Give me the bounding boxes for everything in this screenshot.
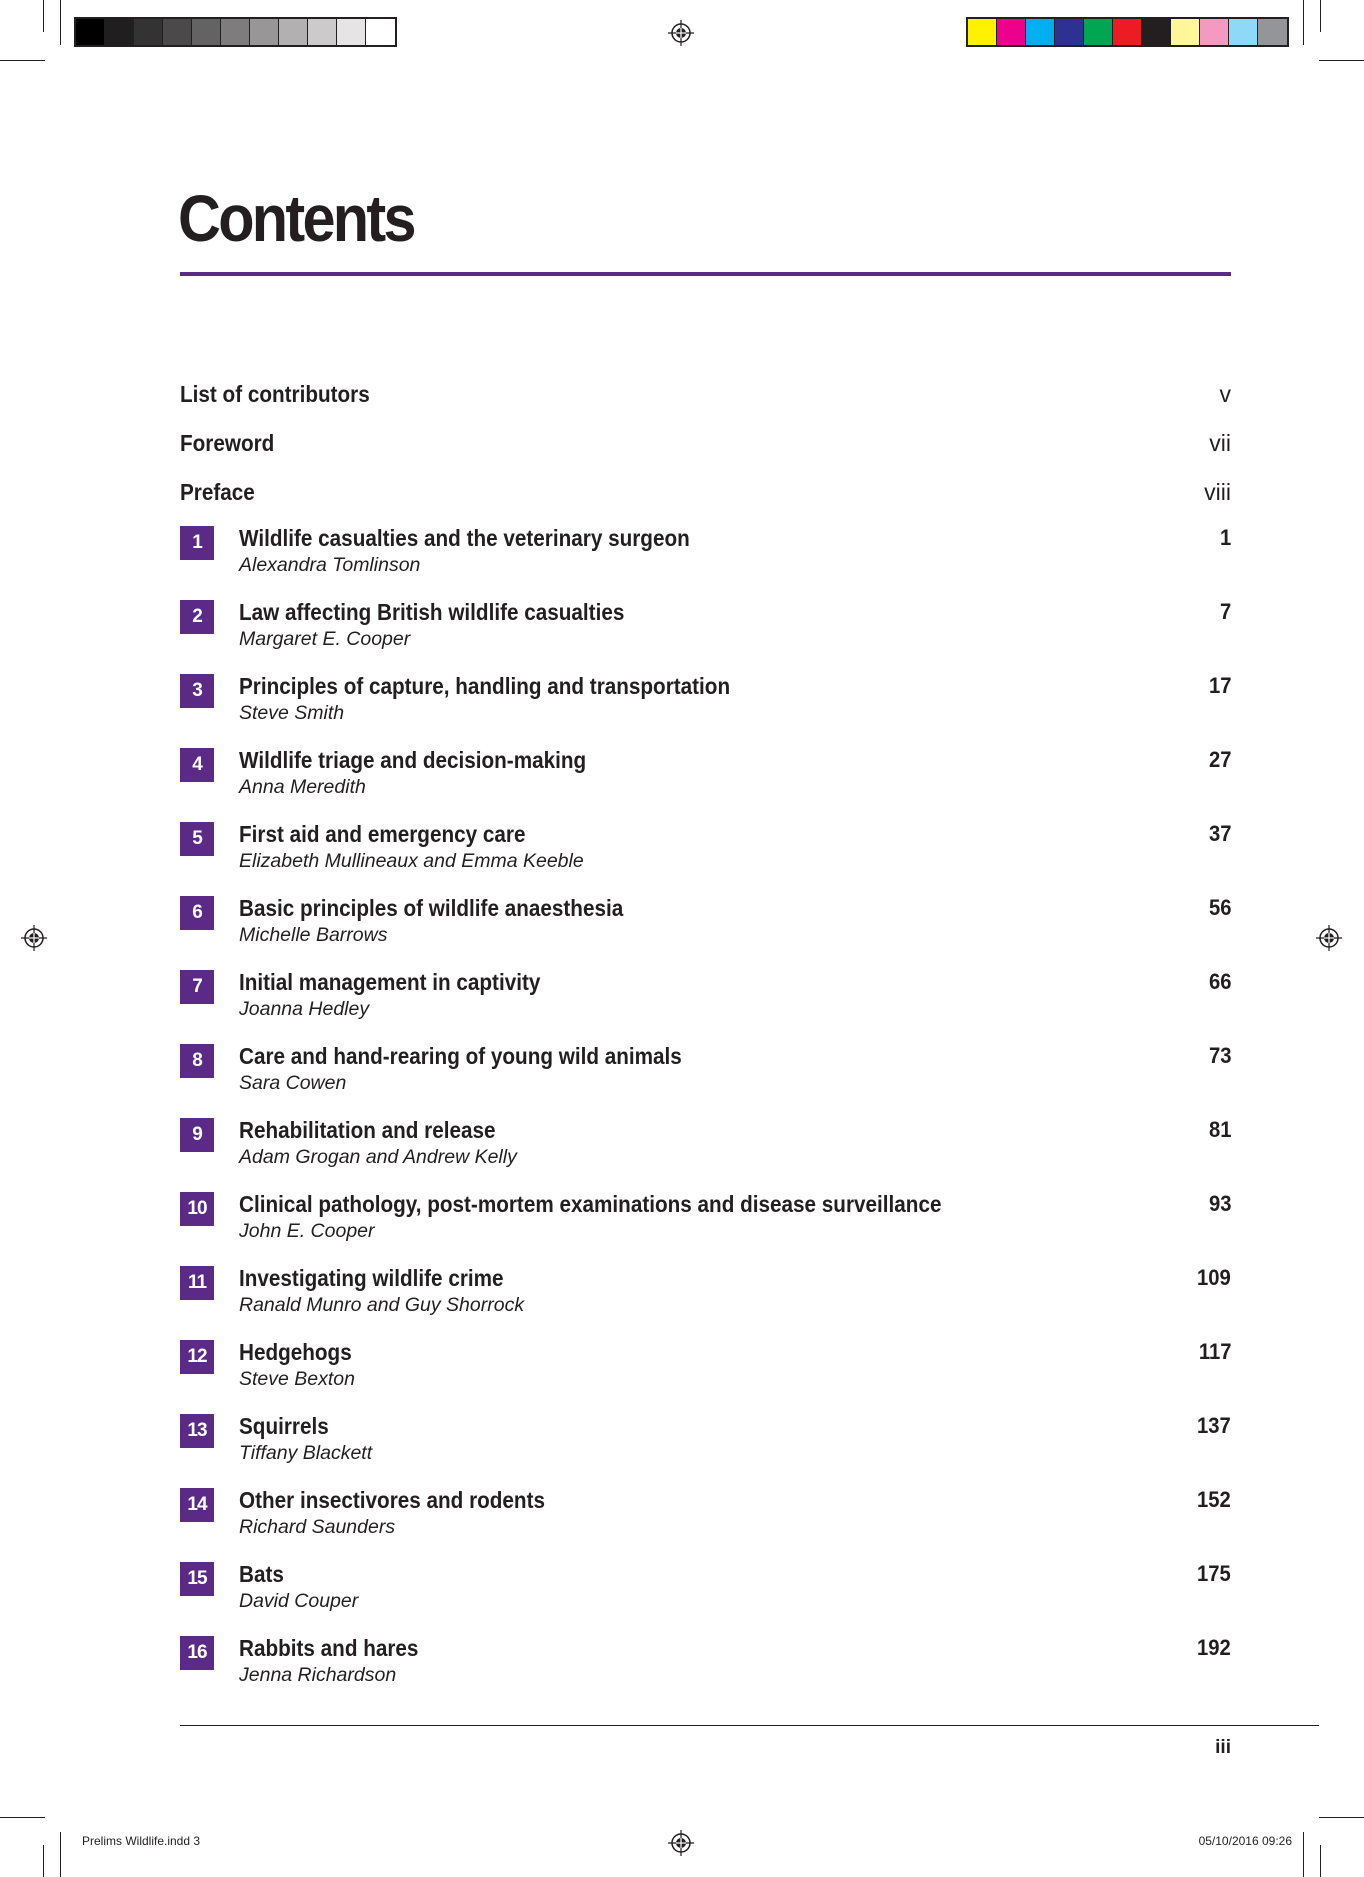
toc-page-number: 93 xyxy=(1208,1191,1231,1216)
toc-chapter-item[interactable] xyxy=(180,1042,1231,1116)
chapter-title: Other insectivores and rodents xyxy=(239,1487,545,1513)
chapter-title: Hedgehogs xyxy=(239,1339,352,1365)
colour-swatch xyxy=(997,19,1026,45)
crop-mark xyxy=(1320,1845,1321,1877)
colour-swatch xyxy=(968,19,997,45)
chapter-title: Rabbits and hares xyxy=(239,1635,419,1661)
crop-mark xyxy=(1303,1832,1304,1877)
toc-entry-title: List of contributors xyxy=(180,381,370,407)
chapter-title: Clinical pathology, post-mortem examinations and disease surveillance xyxy=(239,1191,942,1217)
toc-page-number: 73 xyxy=(1208,1043,1231,1068)
chapter-number-badge: 2 xyxy=(180,600,214,634)
chapter-number-badge: 9 xyxy=(180,1118,214,1152)
chapter-number-badge: 8 xyxy=(180,1044,214,1078)
toc-page-number: 56 xyxy=(1208,895,1231,920)
toc-chapter-item[interactable] xyxy=(180,1338,1231,1412)
toc-page-number: 17 xyxy=(1208,673,1231,698)
chapter-number-badge: 13 xyxy=(180,1414,214,1448)
toc-chapter-item[interactable] xyxy=(180,968,1231,1042)
colour-swatch xyxy=(279,19,308,45)
toc-chapter-item[interactable] xyxy=(180,1116,1231,1190)
colour-swatch xyxy=(192,19,221,45)
toc-page-number: 7 xyxy=(1219,599,1231,624)
colour-swatch xyxy=(366,19,395,45)
toc-chapter-item[interactable] xyxy=(180,894,1231,968)
colour-swatch xyxy=(221,19,250,45)
chapter-title: Rehabilitation and release xyxy=(239,1117,496,1143)
toc-chapter-item[interactable] xyxy=(180,1264,1231,1338)
chapter-author: Jenna Richardson xyxy=(239,1664,397,1686)
chapter-author: Alexandra Tomlinson xyxy=(239,554,421,576)
chapter-title: Investigating wildlife crime xyxy=(239,1265,504,1291)
toc-chapter-item[interactable] xyxy=(180,598,1231,672)
toc-page-number: 66 xyxy=(1208,969,1231,994)
chapter-author: Michelle Barrows xyxy=(239,924,388,946)
chapter-title: Care and hand-rearing of young wild animals xyxy=(239,1043,682,1069)
crop-mark xyxy=(0,1817,45,1818)
toc-page-number: 137 xyxy=(1197,1413,1231,1438)
toc-page-number: 37 xyxy=(1208,821,1231,846)
toc-entry-title: Preface xyxy=(180,479,255,505)
crop-mark xyxy=(1320,0,1321,32)
chapter-title: Bats xyxy=(239,1561,284,1587)
page-number: iii xyxy=(1215,1737,1231,1758)
toc-chapter-item[interactable] xyxy=(180,672,1231,746)
chapter-number-badge: 6 xyxy=(180,896,214,930)
colour-swatch xyxy=(308,19,337,45)
chapter-number-badge: 12 xyxy=(180,1340,214,1374)
chapter-number-badge: 15 xyxy=(180,1562,214,1596)
colour-swatch xyxy=(1171,19,1200,45)
chapter-title: Law affecting British wildlife casualties xyxy=(239,599,625,625)
crop-mark xyxy=(1319,1817,1364,1818)
toc-front-matter-item[interactable] xyxy=(180,426,1231,475)
crop-mark xyxy=(0,60,45,61)
chapter-author: Steve Smith xyxy=(239,702,345,724)
chapter-author: Richard Saunders xyxy=(239,1516,396,1538)
registration-mark-icon xyxy=(668,1830,694,1856)
colour-swatch xyxy=(1200,19,1229,45)
toc-page-number: 27 xyxy=(1208,747,1231,772)
toc-page-number: viii xyxy=(1204,479,1231,505)
chapter-author: Anna Meredith xyxy=(239,776,366,798)
chapter-number-badge: 1 xyxy=(180,526,214,560)
crop-mark xyxy=(1303,0,1304,45)
page-title: Contents xyxy=(178,181,414,255)
chapter-title: Squirrels xyxy=(239,1413,329,1439)
chapter-author: Steve Bexton xyxy=(239,1368,355,1390)
chapter-author: Sara Cowen xyxy=(239,1072,347,1094)
crop-mark xyxy=(60,0,61,45)
chapter-author: Elizabeth Mullineaux and Emma Keeble xyxy=(239,850,584,872)
title-rule xyxy=(180,272,1231,276)
toc-front-matter-item[interactable] xyxy=(180,475,1231,524)
toc-page-number: 175 xyxy=(1197,1561,1231,1586)
chapter-number-badge: 10 xyxy=(180,1192,214,1226)
registration-mark-icon xyxy=(668,20,694,46)
chapter-author: David Couper xyxy=(239,1590,359,1612)
chapter-author: Adam Grogan and Andrew Kelly xyxy=(239,1146,517,1168)
chapter-title: Wildlife triage and decision-making xyxy=(239,747,587,773)
slug-file-name: Prelims Wildlife.indd 3 xyxy=(82,1834,201,1848)
chapter-number-badge: 11 xyxy=(180,1266,214,1300)
toc-chapter-item[interactable] xyxy=(180,1486,1231,1560)
toc-chapter-item[interactable] xyxy=(180,1412,1231,1486)
toc-front-matter-item[interactable] xyxy=(180,377,1231,426)
colour-swatch xyxy=(1026,19,1055,45)
colour-swatch xyxy=(250,19,279,45)
colour-swatch xyxy=(76,19,105,45)
chapter-author: Tiffany Blackett xyxy=(239,1442,373,1464)
colour-swatch xyxy=(105,19,134,45)
toc-chapter-item[interactable] xyxy=(180,820,1231,894)
chapter-number-badge: 3 xyxy=(180,674,214,708)
toc-page-number: 152 xyxy=(1197,1487,1231,1512)
colour-swatch xyxy=(337,19,366,45)
chapter-number-badge: 4 xyxy=(180,748,214,782)
toc-chapter-item[interactable] xyxy=(180,746,1231,820)
chapter-number-badge: 7 xyxy=(180,970,214,1004)
table-of-contents xyxy=(180,377,1231,1708)
chapter-title: Wildlife casualties and the veterinary surgeon xyxy=(239,525,690,551)
chapter-title: Basic principles of wildlife anaesthesia xyxy=(239,895,624,921)
chapter-author: John E. Cooper xyxy=(239,1220,375,1242)
colour-swatch xyxy=(1113,19,1142,45)
colour-swatch xyxy=(1229,19,1258,45)
toc-chapter-item[interactable] xyxy=(180,524,1231,598)
crop-mark xyxy=(43,1845,44,1877)
chapter-author: Ranald Munro and Guy Shorrock xyxy=(239,1294,525,1316)
colour-swatch xyxy=(134,19,163,45)
chapter-title: First aid and emergency care xyxy=(239,821,526,847)
chapter-author: Margaret E. Cooper xyxy=(239,628,411,650)
registration-mark-icon xyxy=(1316,925,1342,951)
chapter-number-badge: 16 xyxy=(180,1636,214,1670)
colour-swatch xyxy=(1258,19,1287,45)
chapter-title: Principles of capture, handling and transportation xyxy=(239,673,731,699)
toc-chapter-item[interactable] xyxy=(180,1634,1231,1708)
toc-page-number: vii xyxy=(1209,430,1231,456)
toc-page-number: v xyxy=(1219,381,1231,407)
colour-swatch xyxy=(163,19,192,45)
chapter-number-badge: 14 xyxy=(180,1488,214,1522)
chapter-author: Joanna Hedley xyxy=(239,998,370,1020)
crop-mark xyxy=(43,0,44,32)
chapter-title: Initial management in captivity xyxy=(239,969,541,995)
toc-page-number: 1 xyxy=(1219,525,1231,550)
chapter-number-badge: 5 xyxy=(180,822,214,856)
crop-mark xyxy=(60,1832,61,1877)
colour-swatch xyxy=(1084,19,1113,45)
grayscale-colour-bar xyxy=(74,17,397,47)
toc-page-number: 81 xyxy=(1208,1117,1231,1142)
toc-chapter-item[interactable] xyxy=(180,1190,1231,1264)
toc-page-number: 117 xyxy=(1198,1339,1231,1364)
crop-mark xyxy=(1319,60,1364,61)
toc-page-number: 192 xyxy=(1197,1635,1231,1660)
colour-swatch xyxy=(1055,19,1084,45)
footer-rule xyxy=(180,1725,1319,1726)
toc-chapter-item[interactable] xyxy=(180,1560,1231,1634)
toc-entry-title: Foreword xyxy=(180,430,275,456)
colour-swatch xyxy=(1142,19,1171,45)
process-colour-bar xyxy=(966,17,1289,47)
toc-page-number: 109 xyxy=(1197,1265,1231,1290)
slug-date: 05/10/2016 09:26 xyxy=(1198,1834,1292,1848)
registration-mark-icon xyxy=(21,925,47,951)
